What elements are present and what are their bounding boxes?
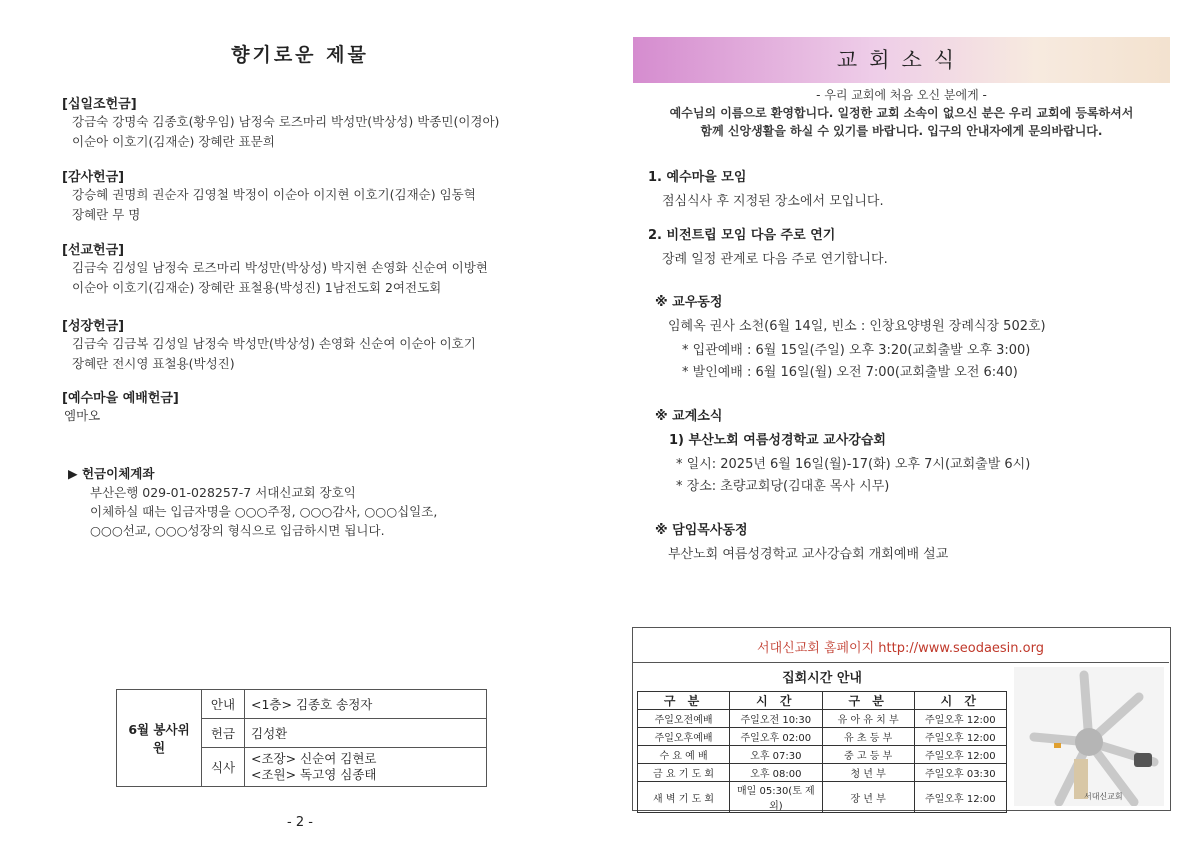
offering-heading: [예수마을 예배헌금] <box>62 391 179 406</box>
service-role: 안내 <box>202 690 245 719</box>
service-role: 식사 <box>202 748 245 787</box>
schedule-cell: 금 요 기 도 회 <box>638 764 730 782</box>
service-role: 헌금 <box>202 719 245 748</box>
notice-subheading: 1) 부산노회 여름성경학교 교사강습회 <box>669 433 886 448</box>
news-banner-title: 교회소식 <box>836 48 967 72</box>
schedule-cell: 주일오후 12:00 <box>914 710 1006 728</box>
map-church-label: 서대신교회 <box>1084 792 1123 801</box>
offering-heading: [성장헌금] <box>62 319 125 334</box>
schedule-header: 시 간 <box>914 692 1006 710</box>
schedule-cell: 청 년 부 <box>822 764 914 782</box>
notice-body: 임혜옥 권사 소천(6월 14일, 빈소 : 인창요양병원 장례식장 502호) <box>668 319 1046 334</box>
homepage-link[interactable]: 서대신교회 홈페이지 http://www.seodaesin.org <box>757 641 1044 656</box>
notice-heading: 2. 비전트립 모임 다음 주로 연기 <box>648 228 836 243</box>
offering-line: 이순아 이호기(김재순) 장혜란 표문희 <box>72 134 275 149</box>
schedule-cell: 유 아 유 치 부 <box>822 710 914 728</box>
notice-heading: ※ 교우동정 <box>655 295 723 310</box>
offering-line: 장혜란 무 명 <box>72 207 141 222</box>
schedule-cell: 오후 07:30 <box>730 746 822 764</box>
offering-line: 장혜란 전시영 표철용(박성진) <box>72 356 235 371</box>
welcome-line: 예수님의 이름으로 환영합니다. 일정한 교회 소속이 없으신 분은 우리 교회에 등록하셔서 <box>669 106 1134 120</box>
notice-heading: ※ 교계소식 <box>655 409 723 424</box>
schedule-cell: 주일오전예배 <box>638 710 730 728</box>
bank-instruction-line: ○○○선교, ○○○성장의 형식으로 입금하시면 됩니다. <box>90 523 385 538</box>
church-location-map <box>1014 667 1164 806</box>
offering-line: 이순아 이호기(김재순) 장혜란 표철용(박성진) 1남전도회 2여전도회 <box>72 280 442 295</box>
notice-heading: ※ 담임목사동정 <box>655 523 748 538</box>
offering-line: 김금숙 김금복 김성일 남정숙 박성만(박상성) 손영화 신순여 이순아 이호기 <box>72 336 476 351</box>
schedule-cell: 새 벽 기 도 회 <box>638 782 730 813</box>
offerings-title: 향기로운 제물 <box>231 44 369 66</box>
notice-detail: * 발인예배 : 6월 16일(월) 오전 7:00(교회출발 오전 6:40) <box>682 365 1018 380</box>
offering-growth <box>62 315 582 374</box>
schedule-cell: 주일오후 02:00 <box>730 728 822 746</box>
schedule-cell: 주일오후 12:00 <box>914 728 1006 746</box>
welcome-heading: - 우리 교회에 처음 오신 분에게 - <box>816 88 987 102</box>
table-row <box>638 746 1007 764</box>
divider <box>632 662 1169 663</box>
notice-detail: * 입관예배 : 6월 15일(주일) 오후 3:20(교회출발 오후 3:00) <box>682 343 1031 358</box>
schedule-title: 집회시간 안내 <box>782 671 862 686</box>
service-meal-leader: <조장> 신순여 김현로 <box>251 751 377 766</box>
schedule-cell: 중 고 등 부 <box>822 746 914 764</box>
offering-line: 강금숙 강명숙 김종호(황우임) 남정숙 로즈마리 박성만(박상성) 박종민(이경아) <box>72 114 500 129</box>
notice-body: 부산노회 여름성경학교 교사강습회 개회예배 설교 <box>668 547 949 562</box>
table-row <box>638 782 1007 813</box>
offering-line: 엠마오 <box>64 408 101 423</box>
offering-heading: [십일조헌금] <box>62 97 137 112</box>
offering-heading: [감사헌금] <box>62 170 125 185</box>
schedule-cell: 주일오후 12:00 <box>914 746 1006 764</box>
service-names: 김성환 <box>245 719 487 748</box>
service-meal-members: <조원> 독고영 심종태 <box>251 767 377 782</box>
schedule-cell: 매일 05:30(토 제외) <box>730 782 822 813</box>
schedule-header: 구 분 <box>822 692 914 710</box>
notice-detail: * 일시: 2025년 6월 16일(월)-17(화) 오후 7시(교회출발 6시) <box>676 457 1031 472</box>
schedule-cell: 주일오후예배 <box>638 728 730 746</box>
schedule-cell: 수 요 예 배 <box>638 746 730 764</box>
schedule-cell: 주일오후 03:30 <box>914 764 1006 782</box>
service-names <box>245 748 487 787</box>
offering-thanks <box>62 166 582 225</box>
table-row <box>638 710 1007 728</box>
schedule-cell: 주일오후 12:00 <box>914 782 1006 813</box>
bank-account-heading: ▶ 헌금이체계좌 <box>68 466 155 481</box>
schedule-cell: 장 년 부 <box>822 782 914 813</box>
schedule-header: 구 분 <box>638 692 730 710</box>
table-row <box>638 728 1007 746</box>
offering-line: 김금숙 김성일 남정숙 로즈마리 박성만(박상성) 박지현 손영화 신순여 이방현 <box>72 260 488 275</box>
bank-instruction-line: 이체하실 때는 입금자명을 ○○○주정, ○○○감사, ○○○십일조, <box>90 504 438 519</box>
table-row <box>638 764 1007 782</box>
offering-mission <box>62 239 582 298</box>
notice-detail: * 장소: 초량교회당(김대훈 목사 시무) <box>676 479 890 494</box>
service-names: <1층> 김종호 송정자 <box>245 690 487 719</box>
bank-account-line: 부산은행 029-01-028257-7 서대신교회 장호익 <box>90 485 356 500</box>
page-number: - 2 - <box>287 815 313 830</box>
schedule-cell: 유 초 등 부 <box>822 728 914 746</box>
schedule-table <box>637 691 1007 813</box>
offering-line: 강승혜 권명희 권순자 김영철 박정이 이순아 이지현 이호기(김재순) 임동혁 <box>72 187 476 202</box>
schedule-header: 시 간 <box>730 692 822 710</box>
service-committee-label: 6월 봉사위원 <box>117 690 202 787</box>
schedule-cell: 주일오전 10:30 <box>730 710 822 728</box>
welcome-line: 함께 신앙생활을 하실 수 있기를 바랍니다. 입구의 안내자에게 문의바랍니다. <box>700 124 1103 138</box>
notice-heading: 1. 예수마을 모임 <box>648 170 747 185</box>
offering-heading: [선교헌금] <box>62 243 125 258</box>
offering-tithe <box>62 93 582 152</box>
service-committee-table <box>116 689 487 787</box>
notice-body: 점심식사 후 지정된 장소에서 모입니다. <box>662 194 884 209</box>
offering-village <box>62 387 582 426</box>
schedule-cell: 오후 08:00 <box>730 764 822 782</box>
notice-body: 장례 일정 관계로 다음 주로 연기합니다. <box>662 252 888 267</box>
